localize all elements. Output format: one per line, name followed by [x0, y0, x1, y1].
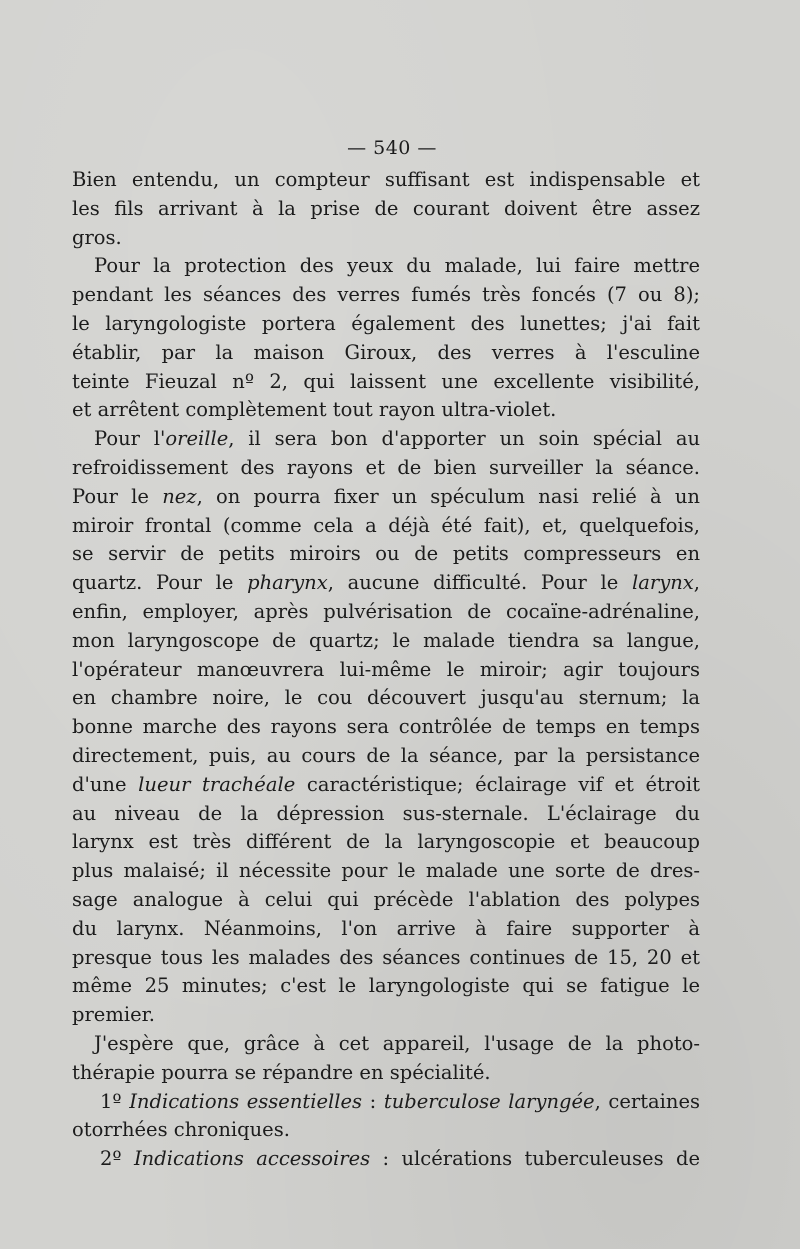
text-run: caractéristique; éclairage vif et étroit [295, 772, 700, 796]
text-line: pendant les séances des verres fumés très foncés (7 ou 8); [72, 283, 700, 307]
text-run: , aucune difficulté. Pour le [327, 571, 633, 595]
text-line: l'opérateur manœuvrera lui-même le miroir; agir toujours [72, 657, 700, 681]
text-line: mon laryngoscope de quartz; le malade tiendra sa langue, [72, 628, 700, 652]
page-number: — 540 — [347, 137, 437, 159]
text-line [72, 425, 700, 454]
text-line: refroidissement des rayons et de bien surveiller la séance. [72, 455, 700, 479]
text-line [72, 483, 700, 512]
text-line [72, 771, 700, 800]
list-number: 1º [100, 1089, 130, 1113]
text-line [72, 1145, 700, 1174]
list-number: 2º [100, 1147, 134, 1171]
paragraph-1 [72, 166, 700, 252]
text-line: premier. [72, 1003, 155, 1027]
text-line: miroir frontal (comme cela a déjà été fait), et, quelquefois, [72, 513, 700, 537]
document-page [72, 133, 700, 1174]
italic-heading: Indications essentielles [129, 1089, 363, 1113]
paragraph-3 [72, 425, 700, 1030]
text-line: teinte Fieuzal nº 2, qui laissent une excellente visibilité, [72, 369, 700, 393]
text-line: enfin, employer, après pulvérisation de cocaïne-adrénaline, [72, 599, 700, 623]
text-line [72, 1088, 700, 1117]
paragraph-5 [72, 1088, 700, 1146]
text-line: plus malaisé; il nécessite pour le malade une sorte de dres- [72, 859, 700, 883]
text-run: Pour l' [94, 427, 166, 451]
text-run: , certaines [594, 1089, 701, 1113]
text-line: et arrêtent complètement tout rayon ultra-violet. [72, 398, 557, 422]
text-line: sage analogue à celui qui précède l'ablation des polypes [72, 887, 700, 911]
italic-term: tuberculose laryngée [383, 1089, 595, 1113]
italic-term: lueur trachéale [138, 772, 296, 796]
text-run: , on pourra fixer un spéculum nasi relié à un [196, 484, 700, 508]
text-line: directement, puis, au cours de la séance, par la persistance [72, 743, 700, 767]
text-line: thérapie pourra se répandre en spécialité. [72, 1060, 491, 1084]
text-line: le laryngologiste portera également des lunettes; j'ai fait [72, 311, 700, 335]
body-text [72, 166, 700, 1174]
text-line: Bien entendu, un compteur suffisant est indispensable et [72, 168, 700, 191]
text-line: du larynx. Néanmoins, l'on arrive à faire supporter à [72, 916, 700, 940]
paragraph-6 [72, 1145, 700, 1174]
italic-term: larynx [632, 571, 694, 595]
text-line: même 25 minutes; c'est le laryngologiste qui se fatigue le [72, 974, 700, 998]
text-line: établir, par la maison Giroux, des verres à l'esculine [72, 340, 700, 364]
italic-term: nez [162, 484, 197, 508]
text-line: larynx est très différent de la laryngoscopie et beaucoup [72, 830, 700, 854]
text-run: d'une [72, 772, 139, 796]
text-run: : ulcérations tuberculeuses de [370, 1147, 700, 1171]
text-line: au niveau de la dépression sus-sternale. L'éclairage du [72, 801, 700, 825]
italic-term: pharynx [247, 571, 328, 595]
text-line: en chambre noire, le cou découvert jusqu'au sternum; la [72, 686, 700, 710]
italic-heading: Indications accessoires [133, 1147, 371, 1171]
text-run: Pour le [72, 484, 163, 508]
text-run: quartz. Pour le [72, 571, 248, 595]
text-line: J'espère que, grâce à cet appareil, l'usage de la photo- [94, 1031, 700, 1055]
text-line [72, 569, 700, 598]
paragraph-2 [72, 252, 700, 425]
paragraph-4 [72, 1030, 700, 1088]
italic-term: oreille [165, 427, 229, 451]
text-line: Pour la protection des yeux du malade, lui faire mettre [94, 254, 700, 278]
text-line: presque tous les malades des séances continues de 15, 20 et [72, 945, 700, 969]
text-line: otorrhées chroniques. [72, 1118, 290, 1142]
text-run: , il sera bon d'apporter un soin spécial au [228, 427, 700, 451]
text-line: bonne marche des rayons sera contrôlée de temps en temps [72, 715, 700, 739]
text-line: les fils arrivant à la prise de courant doivent être assez [72, 196, 700, 220]
text-line: gros. [72, 225, 122, 249]
text-run: : [362, 1089, 384, 1113]
text-run: , [693, 571, 700, 595]
text-line: se servir de petits miroirs ou de petits compresseurs en [72, 542, 700, 566]
